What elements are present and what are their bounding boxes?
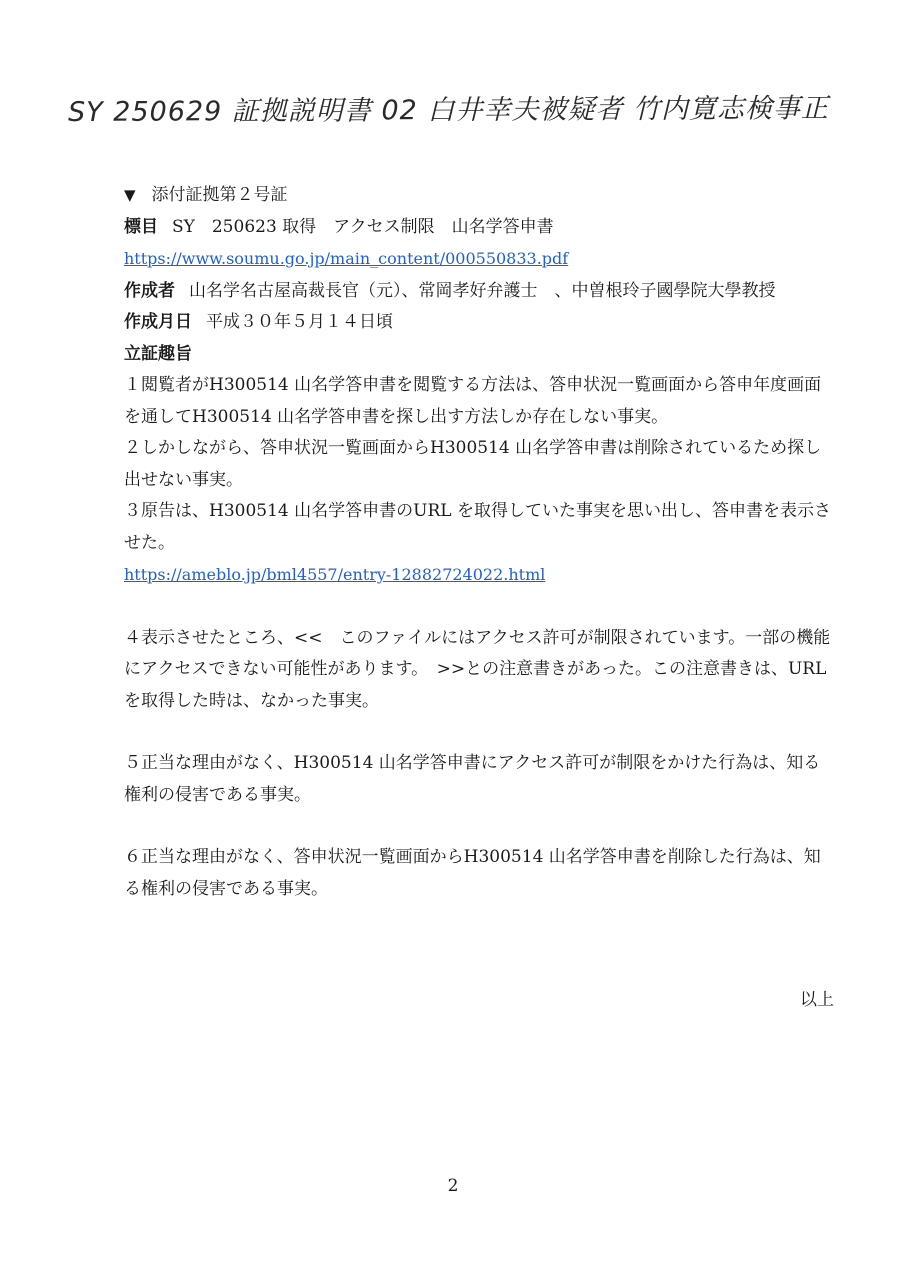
triangle-down-icon: ▼ xyxy=(124,186,136,204)
purpose-label: 立証趣旨 xyxy=(124,343,192,364)
exhibit-heading-text: 添付証拠第２号証 xyxy=(151,185,288,205)
spacer xyxy=(124,811,834,842)
paragraph-1: １閲覧者がH300514 山名学答申書を閲覧する方法は、答申状況一覧画面から答申年度画面を通してH300514 山名学答申書を探し出す方法しか存在しない事実。 xyxy=(124,375,822,427)
paragraph-5: ５正当な理由がなく、H300514 山名学答申書にアクセス許可が制限をかけた行為は、知る権利の侵害である事実。 xyxy=(124,753,821,805)
author-row xyxy=(124,276,834,308)
title-row xyxy=(124,212,834,244)
date-text: 平成３０年５月１４日頃 xyxy=(206,312,393,332)
paragraph-6: ６正当な理由がなく、答申状況一覧画面からH300514 山名学答申書を削除した行為は、知る権利の侵害である事実。 xyxy=(124,847,821,899)
title-text: SY 250623 取得 アクセス制限 山名学答申書 xyxy=(172,216,554,237)
document-body xyxy=(124,180,834,905)
handwritten-header: SY 250629 証拠説明書 02 白井幸夫被疑者 竹内寛志検事正 xyxy=(67,93,830,129)
date-row xyxy=(124,307,834,339)
closing-text: 以上 xyxy=(800,990,834,1010)
url-row-1 xyxy=(124,243,834,276)
author-text: 山名学名古屋高裁長官（元）、常岡孝好弁護士 、中曽根玲子國學院大學教授 xyxy=(189,280,776,301)
page-number: 2 xyxy=(447,1176,459,1196)
date-label: 作成月日 xyxy=(124,312,192,332)
spacer xyxy=(124,592,834,623)
soumu-pdf-link[interactable]: https://www.soumu.go.jp/main_content/000550833.pdf xyxy=(124,249,569,268)
purpose-row xyxy=(124,339,834,371)
title-label: 標目 xyxy=(124,216,158,237)
spacer xyxy=(124,717,834,748)
paragraph-2: ２しかしながら、答申状況一覧画面からH300514 山名学答申書は削除されているため探し出せない事実。 xyxy=(124,438,822,490)
paragraph-3: ３原告は、H300514 山名学答申書のURL を取得していた事実を思い出し、答申書を表示させた。 xyxy=(124,501,831,553)
url-row-2 xyxy=(124,559,834,592)
paragraph-4: ４表示させたところ、<< このファイルにはアクセス許可が制限されています。一部の機能にアクセスできない可能性があります。 >>との注意書きがあった。この注意書きは、URL を取得した時は、なかった事実。 xyxy=(124,627,831,711)
ameblo-link[interactable]: https://ameblo.jp/bml4557/entry-12882724022.html xyxy=(124,565,546,584)
exhibit-heading xyxy=(124,180,834,212)
author-label: 作成者 xyxy=(124,280,175,301)
